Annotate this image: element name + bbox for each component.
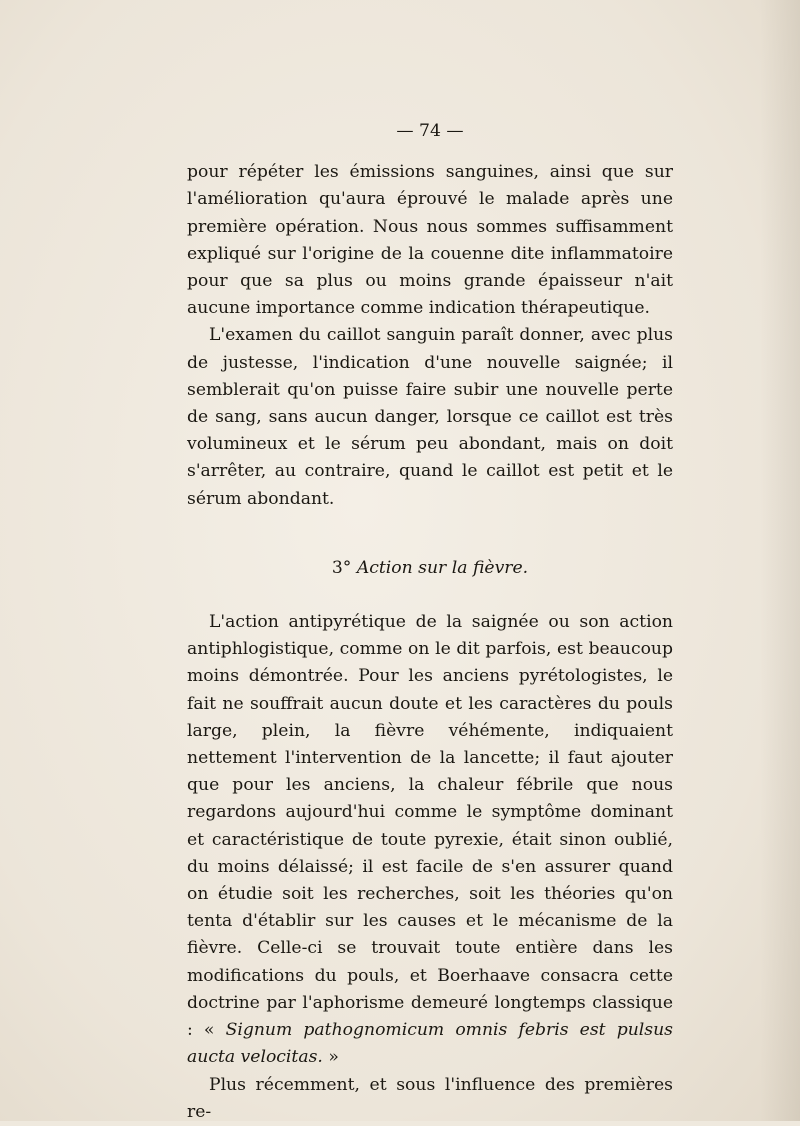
- section-title: Action sur la fièvre.: [356, 557, 529, 578]
- closing-guillemet: »: [328, 1047, 339, 1068]
- latin-aphorism: Signum pathognomicum omnis febris est pulsus aucta velocitas.: [187, 1020, 673, 1068]
- section-number: 3°: [331, 557, 352, 578]
- paragraph-2: L'examen du caillot sanguin paraît donner, avec plus de justesse, l'indication d'une nouvelle saignée; il semblerait qu'on puisse faire subir une nouvelle perte de sang, sans aucun danger, lorsque ce caillot est très volumineux et le sérum peu abondant, mais on doit s'arrêter, au contraire, quand le caillot est petit et le sérum abondant.: [187, 325, 673, 509]
- section-heading: [187, 555, 673, 582]
- paragraph-3-text: L'action antipyrétique de la saignée ou son action antiphlogistique, comme on le dit parfois, est beaucoup moins démontrée. Pour les anciens pyrétologistes, le fait ne souffrait aucun doute et les caractères du pouls large, plein, la fièvre véhémente, indiquaient nettement l'intervention de la lancette; il faut ajouter que pour les anciens, la chaleur fébrile que nous regardons aujourd'hui comme le symptôme dominant et caractéristique de toute pyrexie, était sinon oublié, du moins délaissé; il est facile de s'en assurer quand on étudie soit les recherches, soit les théories qu'on tenta d'établir sur les causes et le mécanisme de la fièvre. Celle-ci se trouvait toute entière dans les modifications du pouls, et Boerhaave consacra cette doctrine par l'aphorisme demeuré longtemps classique : «: [187, 612, 673, 1041]
- page-number: — 74 —: [396, 121, 464, 141]
- page-edge-shadow: [760, 0, 800, 1121]
- text-block: [187, 118, 673, 1126]
- paragraph-3: [187, 609, 673, 1071]
- paragraph-4: Plus récemment, et sous l'influence des premières re-: [187, 1074, 673, 1122]
- paragraph-1: pour répéter les émissions sanguines, ainsi que sur l'amélioration qu'aura éprouvé le malade après une première opération. Nous nous sommes suffisamment expliqué sur l'origine de la couenne dite inflammatoire pour que sa plus ou moins grande épaisseur n'ait aucune importance comme indication thérapeutique.: [187, 162, 673, 319]
